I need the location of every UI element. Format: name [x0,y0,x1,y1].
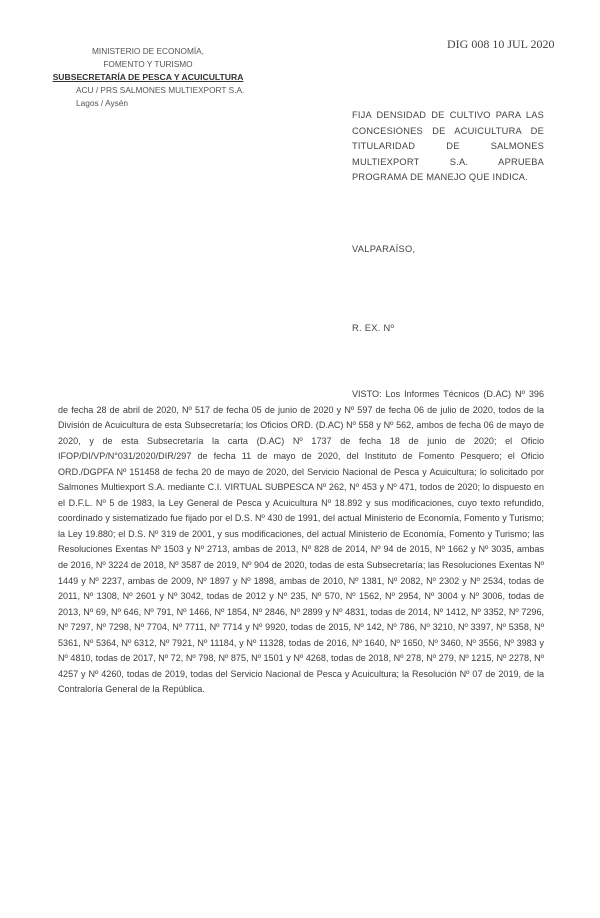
place-label: VALPARAÍSO, [352,244,416,254]
region-line: Lagos / Aysén [76,98,128,108]
document-subject: FIJA DENSIDAD DE CULTIVO PARA LAS CONCESIONES DE ACUICULTURA DE TITULARIDAD DE SALMONES MULTIEXPORT S.A. APRUEBA PROGRAMA DE MANEJO QUE INDICA. [352,110,544,183]
document-stamp: DIG 008 10 JUL 2020 [447,37,555,51]
visto-paragraph: VISTO: Los Informes Técnicos (D.AC) Nº 396 de fecha 28 de abril de 2020, Nº 517 de fecha 05 de junio de 2020 y Nº 597 de fecha 06 de julio de 2020, todos de la División de Acuicultura de esta Subsecretaría; los Oficios ORD. (D.AC) Nº 558 y Nº 562, ambos de fecha 06 de mayo de 2020, y de esta Subsecretaría la carta (D.AC) Nº 1737 de fecha 18 de junio de 2020; el Oficio IFOP/DI/VP/N°031/2020/DIR/297 de fecha 11 de mayo de 2020, del Instituto de Fomento Pesquero; el Oficio ORD./DGPFA Nº 151458 de fecha 20 de mayo de 2020, del Servicio Nacional de Pesca y Acuicultura; lo solicitado por Salmones Multiexport S.A. mediante C.I. VIRTUAL SUBPESCA Nº 262, Nº 453 y Nº 471, todos de 2020; lo dispuesto en el D.F.L. Nº 5 de 1983, la Ley General de Pesca y Acuicultura Nº 18.892 y sus modificaciones, cuyo texto refundido, coordinado y sistematizado fue fijado por el D.S. Nº 430 de 1991, del actual Ministerio de Economía, Fomento y Turismo; la Ley 19.880; el D.S. Nº 319 de 2001, y sus modificaciones, del actual Ministerio de Economía, Fomento y Turismo; las Resoluciones Exentas Nº 1503 y Nº 2713, ambas de 2013, Nº 828 de 2014, Nº 94 de 2015, Nº 1662 y Nº 3035, ambas de 2016, Nº 3224 de 2018, Nº 3587 de 2019, Nº 904 de 2020, todas de esta Subsecretaría; las Resoluciones Exentas Nº 1449 y Nº 2237, ambas de 2009, Nº 1897 y Nº 1898, ambas de 2010, Nº 1381, Nº 2082, Nº 2302 y Nº 2534, todas de 2011, Nº 1308, Nº 2601 y Nº 3042, todas de 2012 y Nº 235, Nº 570, Nº 1562, Nº 2954, Nº 3004 y Nº 3006, todas de 2013, Nº 69, Nº 646, Nº 791, Nº 1466, Nº 1854, Nº 2846, Nº 2899 y Nº 4831, todas de 2014, Nº 1412, Nº 3352, Nº 7296, Nº 7297, Nº 7298, Nº 7704, Nº 7711, Nº 7714 y Nº 9920, todas de 2015, Nº 142, Nº 786, Nº 3210, Nº 3397, Nº 5358, Nº 5361, Nº 5364, Nº 6312, Nº 7921, Nº 11184, y Nº 11328, todas de 2016, Nº 1640, Nº 1650, Nº 3460, Nº 3556, Nº 3983 y Nº 4810, todas de 2017, Nº 72, Nº 798, Nº 875, Nº 1501 y Nº 4268, todas de 2018, Nº 278, Nº 279, Nº 1215, Nº 2278, Nº 4257 y Nº 4260, todas de 2019, todas del Servicio Nacional de Pesca y Acuicultura; la Resolución Nº 07 de 2019, de la Contraloría General de la República. [58,389,544,695]
ministry-line-2: FOMENTO Y TURISMO [103,59,193,69]
reference-line: ACU / PRS SALMONES MULTIEXPORT S.A. [76,85,245,95]
resolution-number-label: R. EX. Nº [352,323,395,333]
letterhead [48,45,248,110]
ministry-line-1: MINISTERIO DE ECONOMÍA, [91,46,205,56]
subsecretaria-name: SUBSECRETARÍA DE PESCA Y ACUICULTURA [52,72,244,82]
